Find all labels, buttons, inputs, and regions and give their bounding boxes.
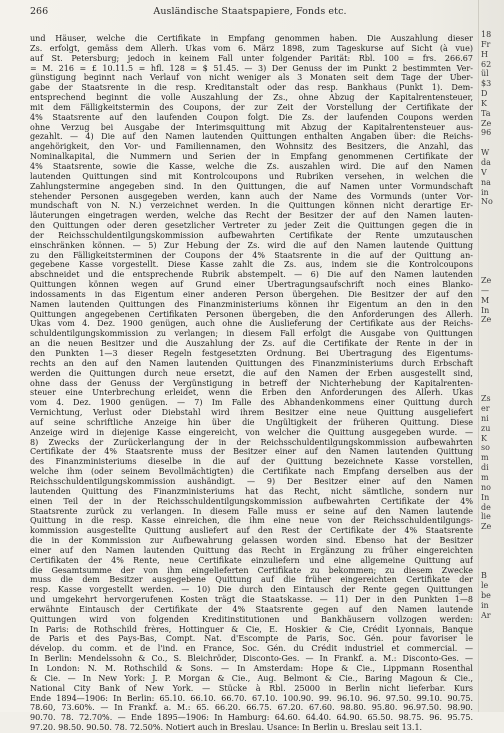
text-line: Quittungen können wegen auf Grund einer Übertragungsaufschrift noch eines Blanko- (30, 280, 473, 290)
margin-fragment: Ar (481, 610, 491, 620)
margin-fragment: K (481, 98, 487, 108)
margin-fragment: H (481, 49, 488, 59)
margin-fragment: di (481, 463, 489, 473)
text-line: In London: N. M. Rothschild & Sons. — In Amsterdam: Hope & Cie., Lippmann Rosenthal (30, 664, 473, 673)
margin-fragment: Ze (481, 522, 492, 532)
margin-fragment: in (481, 600, 489, 610)
margin-fragment (481, 227, 504, 237)
text-line: einschränken können. — 5) Zur Hebung der Zs. wird die auf den Namen lautende Quittung (30, 240, 473, 250)
text-line: mundschaft von N. N.) verzeichnet werden. In die Quittungen können nicht derartige Er- (30, 201, 473, 211)
text-line: indossaments in das Eigentum einer anderen Person übergehen. Die Besitzer der auf den (30, 289, 473, 299)
text-line: den Punkten 1—3 dieser Regeln festgesetzten Ordnung. Bei Übertragung des Eigentums- (30, 349, 473, 358)
text-line: gabe der Staatsrente in die resp. Kreditanstalt oder das resp. Bankhaus (Punkt 1). Dem- (30, 83, 473, 93)
text-line: Ukas vom 4. Dez. 1900 genügen, auch ohne die Auslieferung der Certifikate aus der Reichs- (30, 319, 473, 329)
text-line: In Paris: de Rothschild frères, Hottinguer & Cie, E. Hoskier & Cie, Crédit Lyonnais, Banque (30, 624, 473, 634)
margin-fragment (481, 384, 504, 394)
text-line: 90.70. 78. 72.70%. — Ende 1895—1906: In Hamburg: 64.60. 64.40. 64.90. 65.50. 98.75. 96. 95.75. (30, 713, 473, 723)
adjacent-page-fragments (481, 30, 504, 621)
margin-fragment: 18 (481, 30, 492, 39)
page-number: 266 (30, 6, 49, 17)
text-line: gegebene Kasse vorgestellt. Diese Kasse zahlt die Zs. aus, indem sie die Kontrolcoupons (30, 260, 473, 270)
text-line: & Cie. — In New York: J. P. Morgan & Cie., Aug. Belmont & Cie., Baring Magoun & Cie., (30, 673, 473, 683)
margin-fragment: ül (481, 69, 489, 79)
text-line: Certifikaten der 4% Rente, neue Certifikate einzuliefern und eine allgemeine Quittung auf (30, 555, 473, 565)
margin-fragment: W (481, 148, 490, 158)
text-line: läuterungen eingetragen werden, welche das Recht der Besitzer der auf den Namen lauten- (30, 211, 473, 221)
margin-fragment: Ze (481, 276, 492, 286)
margin-fragment (481, 217, 504, 227)
margin-fragment: lie (481, 512, 491, 522)
text-line: dévelop. du comm. et de l'ind. en France, Soc. Gén. du Crédit industriel et commercial. — (30, 644, 473, 654)
margin-fragment (481, 237, 504, 247)
text-line: an die neuen Besitzer und die Auszahlung der Zs. auf die Certifikate der Rente in der in (30, 339, 473, 349)
margin-fragment (481, 562, 504, 572)
margin-fragment: er (481, 404, 490, 414)
text-line: auf seine schriftliche Anzeige hin über die Ungültigkeit der früheren Quittung. Diese (30, 417, 473, 427)
text-line: stehender Personen ausgegeben werden, kann auch der Name des Vormunds (unter Vor- (30, 191, 473, 201)
text-line: muss die dem Besitzer ausgegebene Quittung auf die früher eingereichten Certifikate der (30, 575, 473, 585)
margin-fragment (481, 552, 504, 562)
text-line: 4% Staatsrente auf den laufenden Coupon folgt. Die Zs. der laufenden Coupons werden (30, 112, 473, 122)
margin-fragment: in (481, 187, 489, 197)
margin-fragment: No (481, 197, 493, 207)
margin-fragment (481, 355, 504, 365)
margin-fragment (481, 375, 504, 385)
margin-fragment (481, 532, 504, 542)
text-line: Quittungen wird von folgenden Kreditinstitutionen und Bankhäusern vollzogen werden: (30, 614, 473, 624)
page-gutter-divider (478, 0, 479, 712)
margin-fragment: — (481, 285, 489, 295)
text-line: abschneidet und die entsprechende Rubrik abstempelt. — 6) Die auf den Namen lautenden (30, 270, 473, 280)
text-line: In Berlin: Mendelssohn & Co., S. Bleichröder, Disconto-Ges. — In Frankf. a. M.: Disconto-Ges. — (30, 654, 473, 664)
text-line: Nominalkapital, die Nummern und Serien der in Empfang genommenen Certifikate der (30, 152, 473, 162)
text-line: 8) Zwecks der Zurückerlangung der in der Reichsschuldentilgungskommission aufbewahrten (30, 437, 473, 447)
margin-fragment (481, 345, 504, 355)
text-line: lautenden Quittung des Finanzministeriums hat das Recht, nicht sämtliche, sondern nur (30, 486, 473, 496)
margin-fragment (481, 365, 504, 375)
margin-fragment: be (481, 591, 491, 601)
margin-fragment: B (481, 571, 487, 581)
text-line: gezahlt. — 4) Die auf den Namen lautenden Quittungen enthalten Angaben über: die Reichs- (30, 132, 473, 142)
text-line: Zs. erfolgt, gemäss dem Allerh. Ukas vom 6. März 1898, zum Tageskurse auf Sicht (à vue) (30, 43, 473, 53)
text-line: Vernichtung, Verlust oder Diebstahl wird ihrem Besitzer eine neue Quittung ausgeliefert (30, 408, 473, 418)
text-line: Staatsrente zurück zu verlangen. In diesem Falle muss er seine auf den Namen lautende (30, 506, 473, 516)
margin-fragment: Ze (481, 118, 492, 128)
text-line: einer auf den Namen lautenden Quittung das Recht in Ergänzung zu früher eingereichten (30, 545, 473, 555)
text-line: einen Teil der in der Reichsschuldentilgungskommission aufbewahrten Certifikate der 4% (30, 496, 473, 506)
margin-fragment: In (481, 492, 490, 502)
margin-fragment: de (481, 502, 491, 512)
text-line: die Gesamtsumme der von ihm eingelieferten Certifikate zu bekommen; zu diesem Zwecke (30, 565, 473, 575)
margin-fragment (481, 138, 504, 148)
text-line: Reichsschuldentilgungskommission aushändigt. — 9) Der Besitzer einer auf den Namen (30, 476, 473, 486)
margin-fragment (481, 207, 504, 217)
page-header (30, 4, 470, 20)
text-line: die in der Kommission zur Aufbewahrung gelassen worden sind. Ebenso hat der Besitzer (30, 536, 473, 546)
margin-fragment: $3 (481, 79, 492, 89)
text-line: rechts an den auf den Namen lautenden Quittungen des Finanzministeriums durch Erbschaft (30, 358, 473, 368)
text-line: kommission ausgestellte Quittung ausliefert auf den Rest der Certifikate der 4% Staatsrente (30, 526, 473, 536)
body-text (30, 34, 473, 733)
text-line: National City Bank of New York. — Stücke à Rbl. 25000 in Berlin nicht lieferbar. Kurs (30, 683, 473, 693)
margin-fragment: Fr (481, 39, 491, 49)
margin-fragment: Ze (481, 315, 492, 325)
text-line: = M. 216 = £ 10.11.5 = hfl. 128 = $ 51.45. — 3) Der Genuss der im Punkt 2 bestimmten Ver- (30, 63, 473, 73)
margin-fragment: D (481, 89, 488, 99)
text-line: werden die Quittungen durch neue ersetzt, die auf den Namen der Erben ausgestellt sind, (30, 368, 473, 378)
margin-fragment: ni (481, 413, 489, 423)
margin-fragment: da (481, 157, 491, 167)
text-line: resp. Kasse vorgestellt werden. — 10) Die durch den Eintausch der Rente gegen Quittungen (30, 585, 473, 595)
text-line: Zahlungstermine angegeben sind. In den Quittungen, die auf Namen unter Vormundschaft (30, 181, 473, 191)
margin-fragment: zu (481, 423, 491, 433)
text-line: 4% Staatsrente, sowie die Kasse, welche die Zs. auszahlen wird. Die auf den Namen (30, 161, 473, 171)
margin-fragment: m (481, 453, 489, 463)
margin-fragment (481, 542, 504, 552)
margin-fragment (481, 256, 504, 266)
text-line: und Häuser, welche die Certifikate in Empfang genommen haben. Die Auszahlung dieser (30, 34, 473, 43)
text-line: Quittung in die resp. Kasse einreichen, die ihm eine neue von der Reichsschuldentilgungs- (30, 516, 473, 526)
margin-fragment (481, 247, 504, 257)
text-line: den Quittungen oder deren gesetzlicher Vertreter zu jeder Zeit die Quittungen gegen die in (30, 221, 473, 231)
text-line: angehörigkeit, den Vor- und Familiennamen, den Wohnsitz des Besitzers, die Anzahl, das (30, 142, 473, 152)
text-line: Ende 1894—1906: In Berlin: 65.10. 66.10. 66.70. 67.10. 100.90. 99. 96.10. 96. 97.50. 99.10. 90.75. (30, 693, 473, 703)
text-line: günstigung beginnt nach Verlauf von nicht weniger als 3 Monaten seit dem Tage der Über- (30, 73, 473, 83)
margin-fragment: M (481, 295, 490, 305)
text-line: erwähnte Eintausch der Certifikate der 4% Staatsrente gegen auf den Namen lautende (30, 604, 473, 614)
margin-fragment: In (481, 305, 490, 315)
text-line: ohne Verzug bei Ausgabe der Interimsquittung mit Abzug der Kapitalrentensteuer aus- (30, 122, 473, 132)
margin-fragment (481, 325, 504, 335)
text-line: mit dem Fälligkeitstermin des Coupons, der zur Zeit der Vorstellung der Certifikate der (30, 102, 473, 112)
margin-fragment: Ta (481, 108, 491, 118)
text-line: Quittungen angegebenen Certifikaten Personen übergeben, die den Anforderungen des Allerh. (30, 309, 473, 319)
margin-fragment (481, 266, 504, 276)
text-line: und umgekehrt hervorgerufenen Kosten trägt die Staatskasse. — 11) Der in den Punkten 1—8 (30, 595, 473, 605)
text-line: Namen lautenden Quittungen des Finanzministeriums können ihr Eigentum an den in den (30, 299, 473, 309)
text-line: steuer eine Unterbrechung erleidet, wenn die Erben den Anforderungen des Allerh. Ukas (30, 388, 473, 398)
margin-fragment (481, 335, 504, 345)
margin-fragment: Zs (481, 394, 491, 404)
text-line: des Finanzministeriums dieselbe in die auf der Quittung bezeichnete Kasse vorstellen, (30, 457, 473, 467)
margin-fragment: le (481, 581, 489, 591)
text-line: 78.60, 73.60%. — In Frankf. a. M.: 65. 66.20. 66.75. 67.20. 67.60. 98.80. 95.80. 96.97.50. 98.90. (30, 703, 473, 713)
text-line: zu den Fälligkeitsterminen der Coupons der 4% Staatsrente in die auf der Quittung an- (30, 250, 473, 260)
text-line: schuldentilgungskommission zu verlangen; in diesem Fall erfolgt die Ausgabe von Quittungen (30, 329, 473, 339)
text-line: lautenden Quittungen sind mit Kontrolcoupons und Rubriken versehen, in welchen die (30, 171, 473, 181)
text-line: Anzeige wird in diejenige Kasse eingereicht, von welcher die Quittung ausgegeben wurde. — (30, 427, 473, 437)
margin-fragment: K (481, 433, 487, 443)
margin-fragment: 96 (481, 128, 492, 138)
text-line: welche ihm (oder seinem Bevollmächtigten) die Certifikate nach Empfang derselben aus der (30, 467, 473, 477)
margin-fragment: m (481, 472, 489, 482)
margin-fragment: so (481, 443, 490, 453)
text-line: 97.20. 98.50. 90.50. 78. 72.50%. Notiert auch in Breslau. Usance: In Berlin u. Breslau seit 13.1. (30, 723, 423, 733)
text-line: ohne dass der Genuss der Vergünstigung in betreff der Nichterhebung der Kapitalrenten- (30, 378, 473, 388)
text-line: auf St. Petersburg; jedoch in keinem Fall unter folgender Parität: Rbl. 100 = frs. 266.67 (30, 53, 473, 63)
running-title: Ausländische Staatspapiere, Fonds etc. (153, 6, 347, 17)
margin-fragment: no (481, 482, 491, 492)
text-line: der Reichsschuldentilgungskommission aufbewahrten Certifikate der Rente umzutauschen (30, 230, 473, 240)
text-line: vom 4. Dez. 1900 genügen. — 7) Im Falle des Abhandenkommens einer Quittung durch (30, 398, 473, 408)
text-line: de Paris et des Pays-Bas, Compt. Nat. d'Escompte de Paris, Soc. Gén. pour favoriser le (30, 634, 473, 644)
margin-fragment: 62 (481, 59, 492, 69)
text-line: entsprechend beginnt die volle Auszahlung der Zs., ohne Abzug der Kapitalrentensteuer, (30, 93, 473, 103)
text-line: Certifikate der 4% Staatsrente muss der Besitzer einer auf den Namen lautenden Quittung (30, 447, 473, 457)
margin-fragment: V (481, 167, 487, 177)
margin-fragment: na (481, 177, 491, 187)
